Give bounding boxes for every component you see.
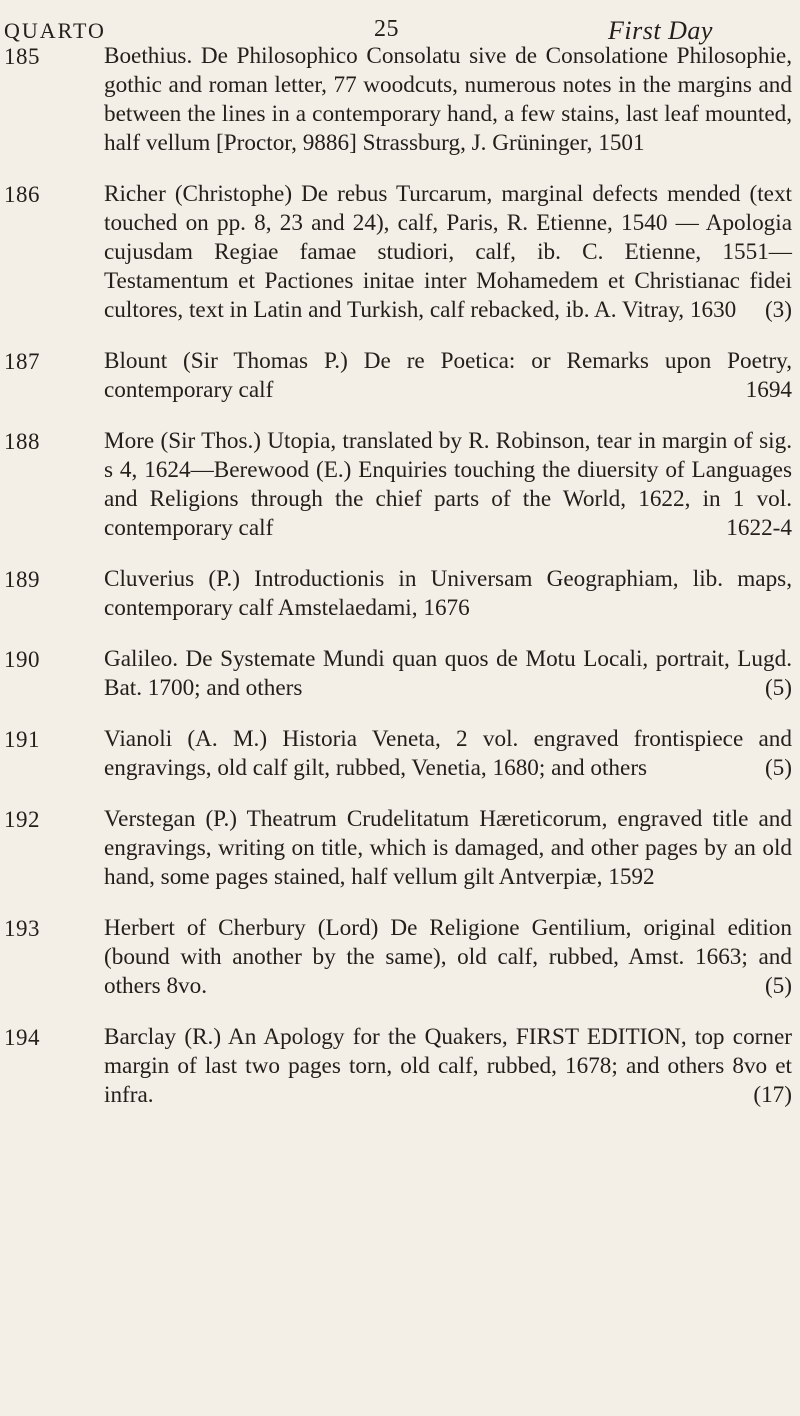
lot-list	[0, 42, 800, 1132]
lot-count: (5)	[764, 675, 792, 701]
lot-description-wrap	[104, 914, 792, 1001]
lot-number: 193	[4, 916, 40, 941]
lot-description-wrap	[104, 427, 792, 543]
lot-entry	[0, 180, 800, 325]
lot-date: 1694	[745, 377, 792, 403]
lot-description: Boethius. De Philosophico Consolatu sive de Consolatione Philosophie, gothic and roman letter, 77 woodcuts, numerous notes in the margins and between the lines in a contemporary hand, a few stains, last leaf mounted, half vellum [Proctor, 9886] Strassburg, J. Grüninger, 1501	[104, 43, 792, 156]
lot-entry	[0, 565, 800, 623]
lot-description-wrap	[104, 645, 792, 703]
lot-count: (5)	[764, 973, 792, 999]
lot-number: 186	[4, 182, 40, 207]
lot-description: Vianoli (A. M.) Historia Veneta, 2 vol. engraved frontispiece and engravings, old calf gilt, rubbed, Venetia, 1680; and others	[104, 726, 792, 781]
lot-number: 190	[4, 647, 40, 672]
lot-number: 188	[4, 429, 40, 454]
lot-entry	[0, 914, 800, 1001]
lot-entry	[0, 42, 800, 158]
lot-description-wrap	[104, 347, 792, 405]
lot-count: (3)	[764, 297, 792, 323]
header-format: QUARTO	[4, 18, 106, 43]
lot-entry	[0, 805, 800, 892]
lot-description-wrap	[104, 725, 792, 783]
lot-entry	[0, 1023, 800, 1110]
lot-description: Richer (Christophe) De rebus Turcarum, marginal defects mended (text touched on pp. 8, 23 and 24), calf, Paris, R. Etienne, 1540 — Apologia cujusdam Regiae famae studiori, calf, ib. C. Etienne, 1551—Testamentum et Pactiones initae inter Mohamedem et Christianac fidei cultores, text in Latin and Turkish, calf rebacked, ib. A. Vitray, 1630	[104, 181, 792, 323]
lot-description: Cluverius (P.) Introductionis in Universam Geographiam, lib. maps, contemporary calf Amstelaedami, 1676	[104, 566, 792, 621]
lot-number: 191	[4, 727, 40, 752]
lot-count: (5)	[764, 755, 792, 781]
lot-description: Barclay (R.) An Apology for the Quakers, FIRST EDITION, top corner margin of last two pages torn, old calf, rubbed, 1678; and others 8vo et infra.	[104, 1024, 792, 1108]
lot-number: 187	[4, 349, 40, 374]
lot-number: 192	[4, 807, 40, 832]
lot-description: Verstegan (P.) Theatrum Crudelitatum Hæreticorum, engraved title and engravings, writing on title, which is damaged, and other pages by an old hand, some pages stained, half vellum gilt Antverpiæ, 1592	[104, 806, 792, 890]
lot-description: Blount (Sir Thomas P.) De re Poetica: or Remarks upon Poetry, contemporary calf	[104, 348, 792, 403]
lot-entry	[0, 645, 800, 703]
lot-count: (17)	[753, 1082, 792, 1108]
lot-entry	[0, 427, 800, 543]
lot-number: 189	[4, 567, 40, 592]
lot-date: 1622-4	[726, 515, 792, 541]
lot-description: Galileo. De Systemate Mundi quan quos de Motu Locali, portrait, Lugd. Bat. 1700; and others	[104, 646, 792, 701]
lot-number: 185	[4, 44, 40, 69]
page-number: 25	[374, 16, 399, 42]
lot-entry	[0, 347, 800, 405]
lot-description: More (Sir Thos.) Utopia, translated by R. Robinson, tear in margin of sig. s 4, 1624—Berewood (E.) Enquiries touching the diuersity of Languages and Religions through the chief parts of the World, 1622, in 1 vol. contemporary calf	[104, 428, 792, 541]
lot-number: 194	[4, 1025, 40, 1050]
lot-description-wrap	[104, 180, 792, 325]
header-sale-day: First Day	[608, 16, 713, 45]
lot-description: Herbert of Cherbury (Lord) De Religione Gentilium, original edition (bound with another by the same), old calf, rubbed, Amst. 1663; and others 8vo.	[104, 915, 792, 999]
lot-description-wrap	[104, 1023, 792, 1110]
lot-entry	[0, 725, 800, 783]
